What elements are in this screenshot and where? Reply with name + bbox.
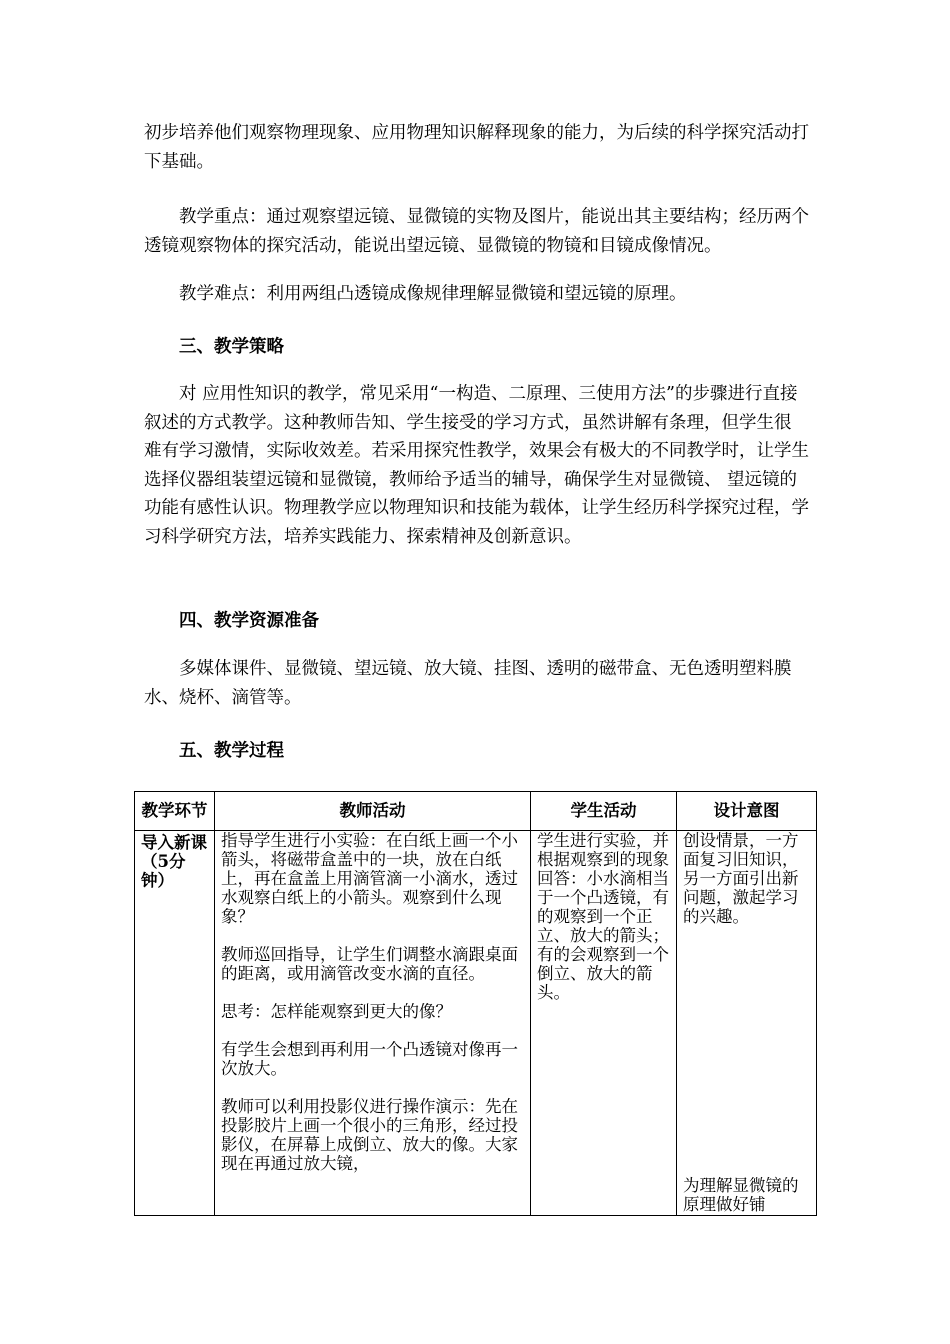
section-4-body: 多媒体课件、显微镜、望远镜、放大镜、挂图、透明的磁带盒、无色透明塑料膜水、烧杯、滴管等。 xyxy=(144,659,792,708)
header-teacher-activity: 教师活动 xyxy=(215,792,531,831)
header-stage: 教学环节 xyxy=(135,792,215,831)
teacher-step-4: 有学生会想到再利用一个凸透镜对像再一次放大。 xyxy=(221,1040,518,1078)
section-3-body: 对 应用性知识的教学，常见采用“一构造、二原理、三使用方法”的步骤进行直接叙述的方式教学。这种教师告知、学生接受的学习方式，虽然讲解有条理，但学生很 难有学习激情，实际收效差。若采用探究性教学，效果会有极大的不同教学时，让学生选择仪器组装望远镜和显微镜，教师给予适当的辅导，确保学生对显微镜、 望远镜的功能有感性认识。物理教学应以物理知识和技能为载体，让学生经历科学探究过程，学习科学研究方法，培养实践能力、探索精神及创新意识。 xyxy=(144,384,809,547)
table-row xyxy=(135,831,817,1216)
header-design-intent: 设计意图 xyxy=(677,792,817,831)
student-activity-text: 学生进行实验，并根据观察到的现象回答：小水滴相当于一个凸透镜，有的观察到一个正立、放大的箭头；有的会观察到一个倒立、放大的箭头。 xyxy=(537,831,669,1002)
section-4-heading: 四、教学资源准备 xyxy=(179,611,319,631)
table-header-row xyxy=(135,792,817,831)
student-activity-cell xyxy=(531,831,677,1216)
key-points-paragraph: 教学重点：通过观察望远镜、显微镜的实物及图片，能说出其主要结构；经历两个透镜观察物体的探究活动，能说出望远镜、显微镜的物镜和目镜成像情况。 xyxy=(144,207,809,256)
intro-paragraph: 初步培养他们观察物理现象、应用物理知识解释现象的能力，为后续的科学探究活动打下基础。 xyxy=(144,123,809,172)
teaching-process-table xyxy=(134,791,817,1216)
design-intent-text-2: 为理解显微镜的原理做好铺 xyxy=(683,1176,799,1213)
stage-cell xyxy=(135,831,215,1216)
teacher-step-1: 指导学生进行小实验：在白纸上画一个小箭头，将磁带盒盖中的一块，放在白纸上，再在盒盖上用滴管滴一小滴水，透过水观察白纸上的小箭头。观察到什么现象？ xyxy=(221,831,518,926)
difficult-points-paragraph: 教学难点：利用两组凸透镜成像规律理解显微镜和望远镜的原理。 xyxy=(179,284,687,304)
teacher-step-3: 思考：怎样能观察到更大的像？ xyxy=(221,1002,452,1021)
teacher-step-2: 教师巡回指导，让学生们调整水滴跟桌面的距离，或用滴管改变水滴的直径。 xyxy=(221,945,518,983)
header-student-activity: 学生活动 xyxy=(531,792,677,831)
stage-text: 导入新课（5分钟） xyxy=(141,833,207,890)
section-3-heading: 三、教学策略 xyxy=(179,337,284,357)
design-intent-cell xyxy=(677,831,817,1216)
teacher-step-5: 教师可以利用投影仪进行操作演示：先在投影胶片上画一个很小的三角形，经过投影仪，在屏幕上成倒立、放大的像。大家现在再通过放大镜， xyxy=(221,1097,518,1173)
section-5-heading: 五、教学过程 xyxy=(179,741,284,761)
teacher-activity-cell xyxy=(215,831,531,1216)
design-intent-text-1: 创设情景，一方面复习旧知识，另一方面引出新问题，激起学习的兴趣。 xyxy=(683,831,799,926)
